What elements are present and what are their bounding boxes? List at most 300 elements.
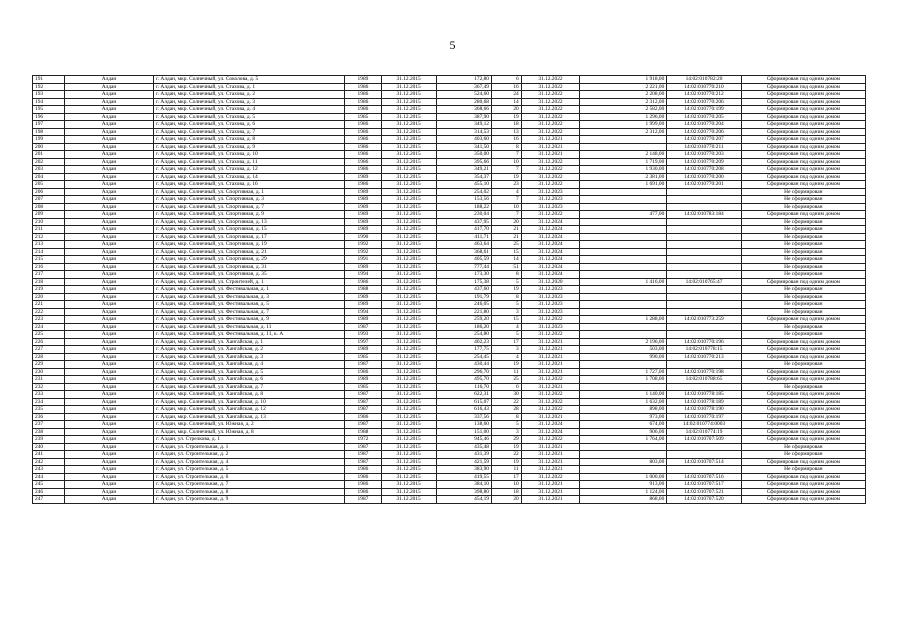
resettlement-date-cell: 31.12.2021	[521, 466, 579, 474]
settlement-cell: Алдан	[64, 361, 153, 369]
land-area-cell	[580, 263, 667, 271]
land-area-cell	[580, 293, 667, 301]
year-built-cell: 1986	[345, 83, 381, 91]
resettlement-date-cell: 31.12.2024	[521, 233, 579, 241]
address-cell: г. Алдан, мкр. Солнечный, ул. Стахова, д. 10	[154, 151, 345, 159]
settlement-cell: Алдан	[64, 211, 153, 219]
row-number-cell: 208	[33, 203, 65, 211]
land-area-cell: 973,00	[580, 413, 667, 421]
area-cell: 402,23	[436, 338, 491, 346]
inclusion-date-cell: 31.12.2015	[381, 361, 436, 369]
row-number-cell: 200	[33, 143, 65, 151]
row-number-cell: 231	[33, 376, 65, 384]
settlement-cell: Алдан	[64, 76, 153, 84]
inclusion-date-cell: 31.12.2015	[381, 143, 436, 151]
area-cell: 437,95	[436, 218, 491, 226]
cadastral-number-cell: 14:02:010707:514	[667, 458, 741, 466]
row-number-cell: 216	[33, 263, 65, 271]
residents-cell: 7	[492, 166, 522, 174]
table-row	[33, 218, 866, 226]
year-built-cell: 1991	[345, 256, 381, 264]
year-built-cell: 1986	[345, 473, 381, 481]
residents-cell: 5	[492, 421, 522, 429]
land-area-cell	[580, 451, 667, 459]
land-area-cell: 1 140,00	[580, 391, 667, 399]
table-row	[33, 263, 866, 271]
row-number-cell: 240	[33, 443, 65, 451]
table-row	[33, 143, 866, 151]
year-built-cell: 1989	[345, 293, 381, 301]
cadastral-number-cell: 14:02:010770:206	[667, 98, 741, 106]
address-cell: г. Алдан, мкр. Солнечный, ул. Спортивная, д. 1	[154, 188, 345, 196]
land-area-cell: 1 632,00	[580, 398, 667, 406]
cadastral-number-cell	[667, 383, 741, 391]
land-status-cell: Не сформирован	[741, 241, 865, 249]
cadastral-number-cell: 14:02:010770:208	[667, 166, 741, 174]
resettlement-date-cell: 31.12.2023	[521, 323, 579, 331]
land-area-cell	[580, 383, 667, 391]
land-area-cell: 1 416,00	[580, 278, 667, 286]
area-cell: 421,59	[436, 458, 491, 466]
settlement-cell: Алдан	[64, 346, 153, 354]
inclusion-date-cell: 31.12.2015	[381, 308, 436, 316]
settlement-cell: Алдан	[64, 263, 153, 271]
settlement-cell: Алдан	[64, 226, 153, 234]
inclusion-date-cell: 31.12.2015	[381, 136, 436, 144]
resettlement-date-cell: 31.12.2022	[521, 331, 579, 339]
row-number-cell: 215	[33, 256, 65, 264]
resettlement-date-cell: 31.12.2021	[521, 443, 579, 451]
land-area-cell	[580, 241, 667, 249]
resettlement-date-cell: 31.12.2024	[521, 428, 579, 436]
address-cell: г. Алдан, мкр. Солнечный, ул. Фестивальная, д. 7	[154, 308, 345, 316]
land-status-cell: Сформирован под одним домом	[741, 158, 865, 166]
cadastral-number-cell: 14:02:010765:47	[667, 278, 741, 286]
row-number-cell: 222	[33, 308, 65, 316]
land-status-cell: Сформирован под одним домом	[741, 128, 865, 136]
inclusion-date-cell: 31.12.2015	[381, 443, 436, 451]
settlement-cell: Алдан	[64, 308, 153, 316]
residents-cell: 6	[492, 76, 522, 84]
area-cell: 314,53	[436, 128, 491, 136]
year-built-cell: 1993	[345, 331, 381, 339]
table-row	[33, 458, 866, 466]
year-built-cell: 1986	[345, 466, 381, 474]
year-built-cell: 1989	[345, 346, 381, 354]
land-status-cell: Сформирован под одним домом	[741, 398, 865, 406]
settlement-cell: Алдан	[64, 316, 153, 324]
area-cell: 777,44	[436, 263, 491, 271]
table-row	[33, 331, 866, 339]
area-cell: 177,75	[436, 346, 491, 354]
residents-cell: 30	[492, 391, 522, 399]
resettlement-date-cell: 31.12.2021	[521, 413, 579, 421]
settlement-cell: Алдан	[64, 323, 153, 331]
resettlement-date-cell: 31.12.2024	[521, 256, 579, 264]
row-number-cell: 203	[33, 166, 65, 174]
area-cell: 417,70	[436, 226, 491, 234]
area-cell: 188,22	[436, 203, 491, 211]
cadastral-number-cell: 14:02:010707:521	[667, 488, 741, 496]
land-status-cell: Сформирован под одним домом	[741, 338, 865, 346]
cadastral-number-cell: 14:02:010778:190	[667, 406, 741, 414]
row-number-cell: 229	[33, 361, 65, 369]
address-cell: г. Алдан, мкр. Солнечный, ул. Стахова, д. 5	[154, 113, 345, 121]
cadastral-number-cell: 14:02:010770:211	[667, 143, 741, 151]
cadastral-number-cell: 14:02:010773:259	[667, 316, 741, 324]
inclusion-date-cell: 31.12.2015	[381, 211, 436, 219]
land-status-cell: Сформирован под одним домом	[741, 406, 865, 414]
land-area-cell	[580, 188, 667, 196]
address-cell: г. Алдан, мкр. Солнечный, ул. Спортивная, д. 13	[154, 218, 345, 226]
table-row	[33, 203, 866, 211]
land-status-cell: Сформирован под одним домом	[741, 136, 865, 144]
year-built-cell: 1985	[345, 113, 381, 121]
cadastral-number-cell: 14:02:010778:189	[667, 398, 741, 406]
table-row	[33, 451, 866, 459]
row-number-cell: 192	[33, 83, 65, 91]
land-area-cell: 803,00	[580, 458, 667, 466]
table-row	[33, 136, 866, 144]
area-cell: 246,05	[436, 301, 491, 309]
table-row	[33, 428, 866, 436]
address-cell: г. Алдан, мкр. Солнечный, ул. Стахова, д. 8	[154, 136, 345, 144]
land-area-cell: 1 124,00	[580, 488, 667, 496]
area-cell: 387,90	[436, 113, 491, 121]
inclusion-date-cell: 31.12.2015	[381, 473, 436, 481]
address-cell: г. Алдан, мкр. Солнечный, ул. Фестивальная, д. 11, к. А	[154, 331, 345, 339]
area-cell: 116,70	[436, 383, 491, 391]
year-built-cell: 1972	[345, 436, 381, 444]
residents-cell: 10	[492, 203, 522, 211]
inclusion-date-cell: 31.12.2015	[381, 83, 436, 91]
cadastral-number-cell: 14:02:010770:207	[667, 136, 741, 144]
residents-cell: 21	[492, 226, 522, 234]
resettlement-date-cell: 31.12.2022	[521, 316, 579, 324]
row-number-cell: 247	[33, 496, 65, 504]
table-row	[33, 488, 866, 496]
cadastral-number-cell: 14:02:010778:185	[667, 391, 741, 399]
resettlement-date-cell: 31.12.2022	[521, 406, 579, 414]
land-status-cell: Сформирован под одним домом	[741, 376, 865, 384]
cadastral-number-cell: 14:02:010770:205	[667, 113, 741, 121]
residents-cell: 51	[492, 263, 522, 271]
residents-cell: 7	[492, 211, 522, 219]
residents-cell: 7	[492, 151, 522, 159]
year-built-cell: 1986	[345, 166, 381, 174]
cadastral-number-cell: 14:02:010782:20	[667, 76, 741, 84]
land-status-cell: Не сформирован	[741, 233, 865, 241]
resettlement-date-cell: 31.12.2021	[521, 488, 579, 496]
land-status-cell: Не сформирован	[741, 308, 865, 316]
table-row	[33, 151, 866, 159]
row-number-cell: 202	[33, 158, 65, 166]
year-built-cell: 1986	[345, 413, 381, 421]
area-cell: 524,60	[436, 91, 491, 99]
row-number-cell: 213	[33, 241, 65, 249]
row-number-cell: 198	[33, 128, 65, 136]
row-number-cell: 233	[33, 391, 65, 399]
resettlement-date-cell: 31.12.2021	[521, 136, 579, 144]
table-row	[33, 83, 866, 91]
residents-cell: 3	[492, 428, 522, 436]
residents-cell: 28	[492, 406, 522, 414]
land-status-cell: Не сформирован	[741, 271, 865, 279]
cadastral-number-cell: 14:02:010707:520	[667, 496, 741, 504]
resettlement-date-cell: 31.12.2024	[521, 271, 579, 279]
table-row	[33, 271, 866, 279]
cadastral-number-cell: 14:02:010770:203	[667, 151, 741, 159]
year-built-cell: 1987	[345, 361, 381, 369]
address-cell: г. Алдан, мкр. Солнечный, ул. Спортивная, д. 17	[154, 233, 345, 241]
residents-cell: 3	[492, 308, 522, 316]
cadastral-number-cell: 14:02:010778:15	[667, 346, 741, 354]
land-area-cell	[580, 443, 667, 451]
area-cell: 398,80	[436, 488, 491, 496]
resettlement-date-cell: 31.12.2022	[521, 128, 579, 136]
land-status-cell: Сформирован под одним домом	[741, 481, 865, 489]
address-cell: г. Алдан, мкр. Солнечный, ул. Хангайская, д. 7	[154, 383, 345, 391]
table-row	[33, 196, 866, 204]
table-row	[33, 361, 866, 369]
row-number-cell: 201	[33, 151, 65, 159]
land-area-cell	[580, 286, 667, 294]
table-row	[33, 301, 866, 309]
resettlement-date-cell: 31.12.2020	[521, 278, 579, 286]
area-cell: 403,60	[436, 136, 491, 144]
land-status-cell: Сформирован под одним домом	[741, 166, 865, 174]
cadastral-number-cell	[667, 233, 741, 241]
resettlement-date-cell: 31.12.2021	[521, 361, 579, 369]
area-cell: 254,80	[436, 331, 491, 339]
land-status-cell: Сформирован под одним домом	[741, 83, 865, 91]
land-area-cell: 990,00	[580, 353, 667, 361]
inclusion-date-cell: 31.12.2015	[381, 158, 436, 166]
residents-cell: 24	[492, 91, 522, 99]
year-built-cell: 1987	[345, 451, 381, 459]
cadastral-number-cell: 14:02:010770:196	[667, 338, 741, 346]
settlement-cell: Алдан	[64, 368, 153, 376]
residents-cell: 20	[492, 106, 522, 114]
year-built-cell: 1987	[345, 421, 381, 429]
year-built-cell: 1997	[345, 338, 381, 346]
row-number-cell: 196	[33, 113, 65, 121]
residents-cell: 18	[492, 488, 522, 496]
area-cell: 616,43	[436, 406, 491, 414]
row-number-cell: 206	[33, 188, 65, 196]
address-cell: г. Алдан, мкр. Солнечный, ул. Хангайская, д. 13	[154, 413, 345, 421]
table-row	[33, 293, 866, 301]
row-number-cell: 235	[33, 406, 65, 414]
land-area-cell: 1 727,00	[580, 368, 667, 376]
resettlement-date-cell: 31.12.2021	[521, 451, 579, 459]
area-cell: 430,44	[436, 361, 491, 369]
residents-cell: 17	[492, 338, 522, 346]
year-built-cell: 1987	[345, 443, 381, 451]
table-row	[33, 181, 866, 189]
area-cell: 395,66	[436, 158, 491, 166]
cadastral-number-cell: 14:02:010770:213	[667, 353, 741, 361]
year-built-cell: 1986	[345, 151, 381, 159]
land-status-cell: Не сформирован	[741, 361, 865, 369]
address-cell: г. Алдан, мкр. Солнечный, ул. Фестивальная, д. 5	[154, 301, 345, 309]
table-row	[33, 436, 866, 444]
cadastral-number-cell: 14:02:010770:197	[667, 413, 741, 421]
inclusion-date-cell: 31.12.2015	[381, 421, 436, 429]
land-status-cell: Сформирован под одним домом	[741, 113, 865, 121]
resettlement-date-cell: 31.12.2022	[521, 98, 579, 106]
inclusion-date-cell: 31.12.2015	[381, 263, 436, 271]
land-status-cell: Не сформирован	[741, 466, 865, 474]
table-row	[33, 173, 866, 181]
land-area-cell: 1 719,00	[580, 158, 667, 166]
inclusion-date-cell: 31.12.2015	[381, 121, 436, 129]
cadastral-number-cell	[667, 241, 741, 249]
land-status-cell: Сформирован под одним домом	[741, 368, 865, 376]
land-status-cell: Сформирован под одним домом	[741, 98, 865, 106]
land-status-cell: Не сформирован	[741, 263, 865, 271]
row-number-cell: 234	[33, 398, 65, 406]
residents-cell: 19	[492, 361, 522, 369]
address-cell: г. Алдан, ул. Строительная, д. 8	[154, 488, 345, 496]
residents-cell: 18	[492, 121, 522, 129]
residents-cell: 8	[492, 271, 522, 279]
land-area-cell: 2 148,00	[580, 151, 667, 159]
settlement-cell: Алдан	[64, 391, 153, 399]
area-cell: 622,31	[436, 391, 491, 399]
land-area-cell: 1 288,00	[580, 316, 667, 324]
area-cell: 349,21	[436, 166, 491, 174]
row-number-cell: 195	[33, 106, 65, 114]
row-number-cell: 220	[33, 293, 65, 301]
area-cell: 463,64	[436, 241, 491, 249]
resettlement-date-cell: 31.12.2021	[521, 368, 579, 376]
cadastral-number-cell: 14:02:010770:199	[667, 106, 741, 114]
row-number-cell: 224	[33, 323, 65, 331]
year-built-cell: 1992	[345, 241, 381, 249]
resettlement-date-cell: 31.12.2022	[521, 76, 579, 84]
land-status-cell: Не сформирован	[741, 286, 865, 294]
land-status-cell: Не сформирован	[741, 331, 865, 339]
land-status-cell: Сформирован под одним домом	[741, 181, 865, 189]
row-number-cell: 223	[33, 316, 65, 324]
table-row	[33, 226, 866, 234]
settlement-cell: Алдан	[64, 451, 153, 459]
cadastral-number-cell	[667, 451, 741, 459]
residents-cell: 19	[492, 458, 522, 466]
cadastral-number-cell	[667, 196, 741, 204]
year-built-cell: 1989	[345, 316, 381, 324]
resettlement-date-cell: 31.12.2023	[521, 188, 579, 196]
year-built-cell: 1987	[345, 458, 381, 466]
row-number-cell: 218	[33, 278, 65, 286]
land-area-cell: 868,00	[580, 496, 667, 504]
row-number-cell: 228	[33, 353, 65, 361]
land-status-cell: Сформирован под одним домом	[741, 428, 865, 436]
land-status-cell: Сформирован под одним домом	[741, 173, 865, 181]
table-row	[33, 323, 866, 331]
address-cell: г. Алдан, мкр. Солнечный, ул. Фестивальная, д. 3	[154, 293, 345, 301]
land-area-cell: 898,00	[580, 406, 667, 414]
table-row	[33, 376, 866, 384]
settlement-cell: Алдан	[64, 256, 153, 264]
year-built-cell: 1986	[345, 106, 381, 114]
land-area-cell	[580, 308, 667, 316]
settlement-cell: Алдан	[64, 113, 153, 121]
settlement-cell: Алдан	[64, 151, 153, 159]
inclusion-date-cell: 31.12.2015	[381, 376, 436, 384]
settlement-cell: Алдан	[64, 218, 153, 226]
settlement-cell: Алдан	[64, 466, 153, 474]
inclusion-date-cell: 31.12.2015	[381, 181, 436, 189]
land-status-cell: Сформирован под одним домом	[741, 316, 865, 324]
settlement-cell: Алдан	[64, 173, 153, 181]
row-number-cell: 199	[33, 136, 65, 144]
cadastral-number-cell: 14:02:010770:210	[667, 83, 741, 91]
address-cell: г. Алдан, ул. Строительная, д. 6	[154, 473, 345, 481]
residents-cell: 5	[492, 301, 522, 309]
land-status-cell: Сформирован под одним домом	[741, 473, 865, 481]
area-cell: 437,60	[436, 286, 491, 294]
row-number-cell: 236	[33, 413, 65, 421]
table-row	[33, 106, 866, 114]
land-status-cell: Сформирован под одним домом	[741, 346, 865, 354]
land-status-cell: Сформирован под одним домом	[741, 91, 865, 99]
year-built-cell: 1986	[345, 278, 381, 286]
land-status-cell: Сформирован под одним домом	[741, 391, 865, 399]
land-area-cell: 1 999,00	[580, 121, 667, 129]
area-cell: 172,80	[436, 76, 491, 84]
address-cell: г. Алдан, мкр. Солнечный, ул. Спортивная, д. 35	[154, 271, 345, 279]
year-built-cell: 1986	[345, 91, 381, 99]
area-cell: 419,55	[436, 473, 491, 481]
residents-cell: 13	[492, 128, 522, 136]
land-area-cell: 2 381,00	[580, 173, 667, 181]
table-row	[33, 421, 866, 429]
resettlement-date-cell: 31.12.2021	[521, 346, 579, 354]
residents-cell: 20	[492, 496, 522, 504]
settlement-cell: Алдан	[64, 91, 153, 99]
inclusion-date-cell: 31.12.2015	[381, 233, 436, 241]
land-status-cell: Сформирован под одним домом	[741, 458, 865, 466]
residents-cell: 16	[492, 136, 522, 144]
row-number-cell: 232	[33, 383, 65, 391]
area-cell: 337,56	[436, 413, 491, 421]
land-area-cell: 1 000,00	[580, 473, 667, 481]
land-status-cell: Сформирован под одним домом	[741, 121, 865, 129]
settlement-cell: Алдан	[64, 473, 153, 481]
row-number-cell: 191	[33, 76, 65, 84]
resettlement-date-cell: 31.12.2022	[521, 211, 579, 219]
land-area-cell: 1 691,00	[580, 181, 667, 189]
table-row	[33, 308, 866, 316]
cadastral-number-cell: 14:02:010770:209	[667, 158, 741, 166]
resettlement-date-cell: 31.12.2023	[521, 301, 579, 309]
land-area-cell: 503,00	[580, 346, 667, 354]
land-area-cell: 1 930,00	[580, 166, 667, 174]
settlement-cell: Алдан	[64, 488, 153, 496]
land-status-cell: Не сформирован	[741, 301, 865, 309]
row-number-cell: 244	[33, 473, 65, 481]
cadastral-number-cell	[667, 271, 741, 279]
cadastral-number-cell	[667, 263, 741, 271]
cadastral-number-cell: 14:02:010774:0003	[667, 421, 741, 429]
resettlement-date-cell: 31.12.2024	[521, 226, 579, 234]
row-number-cell: 211	[33, 226, 65, 234]
inclusion-date-cell: 31.12.2015	[381, 466, 436, 474]
settlement-cell: Алдан	[64, 196, 153, 204]
area-cell: 615,07	[436, 398, 491, 406]
